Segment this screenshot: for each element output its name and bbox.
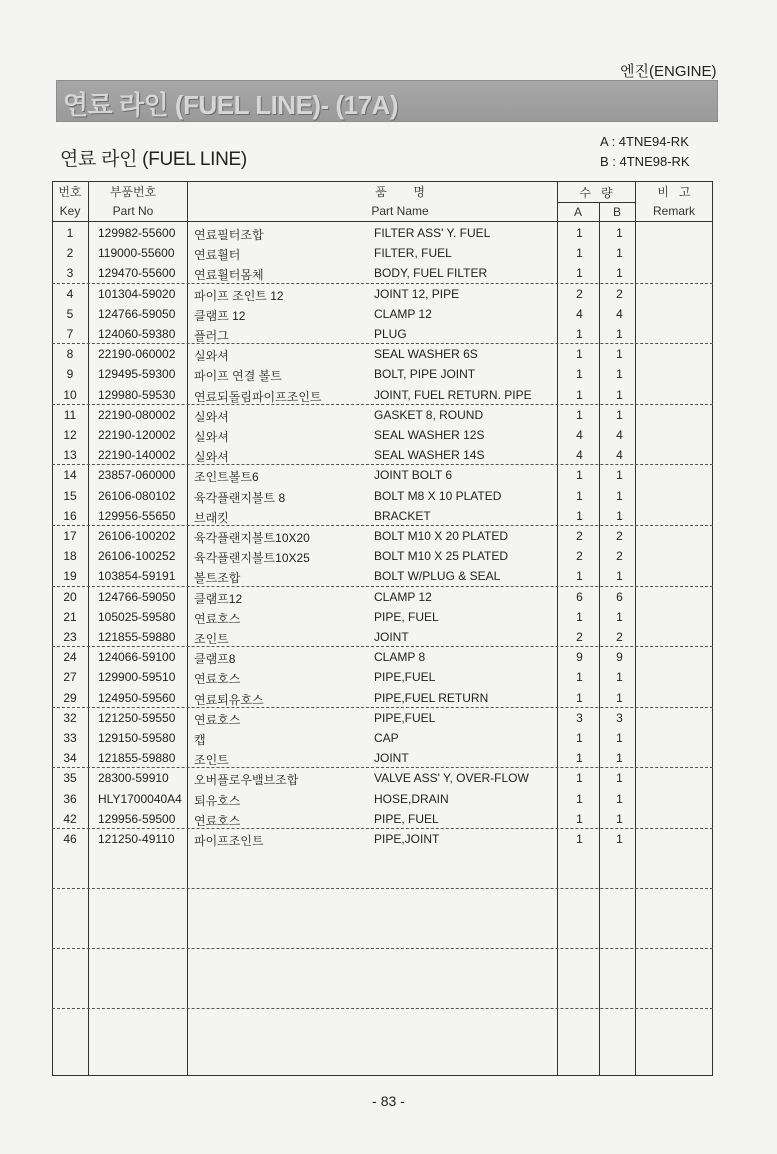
row-name-eng: BOLT M10 X 20 PLATED	[374, 529, 509, 543]
row-part-no: 22190-140002	[98, 448, 176, 463]
table-row	[52, 565, 713, 585]
row-qty-b: 4	[616, 306, 623, 321]
model-a: A : 4TNE94-RK	[600, 134, 689, 149]
row-key: 7	[66, 327, 74, 341]
row-part-no: 22190-120002	[98, 428, 176, 442]
row-qty-a: 1	[576, 609, 583, 624]
row-part-no: 26106-100252	[98, 549, 176, 564]
table-row	[52, 808, 713, 828]
row-part-no: 22190-080002	[98, 407, 176, 422]
row-name-kor: 파이프조인트	[194, 834, 264, 848]
row-name-eng: CLAMP 8	[374, 650, 426, 665]
row-qty-a: 4	[576, 306, 583, 321]
row-name-kor: 클램프 12	[194, 308, 246, 323]
table-row	[52, 727, 713, 747]
row-qty-a: 4	[576, 428, 583, 442]
row-qty-a: 1	[576, 751, 583, 766]
row-name-kor: 연료호스	[194, 813, 241, 828]
table-row	[52, 606, 713, 626]
row-name-kor: 연료호스	[194, 672, 241, 687]
row-part-no: 124766-59050	[98, 589, 176, 604]
row-qty-a: 1	[576, 407, 583, 422]
header-remark-kor: 비 고	[657, 185, 691, 199]
group-separator	[52, 888, 713, 889]
row-name-kor: 조인트볼트6	[194, 470, 259, 485]
row-qty-a: 1	[576, 367, 583, 382]
row-qty-b: 4	[616, 428, 623, 442]
row-qty-b: 1	[616, 771, 623, 786]
table-row	[52, 788, 713, 808]
table-row	[52, 525, 713, 545]
row-part-no: 121250-59550	[98, 710, 176, 725]
row-key: 14	[63, 468, 77, 483]
row-name-kor: 육각플랜지볼트 8	[194, 490, 286, 505]
table-row	[52, 384, 713, 404]
row-qty-a: 1	[576, 832, 583, 846]
row-qty-a: 2	[576, 529, 583, 543]
group-separator	[52, 1008, 713, 1009]
row-part-no: 129470-55600	[98, 266, 176, 281]
row-key: 11	[63, 407, 77, 422]
row-key: 10	[63, 387, 77, 402]
row-part-no: 103854-59191	[98, 569, 176, 584]
row-name-eng: PIPE, FUEL	[374, 609, 439, 624]
row-key: 2	[66, 246, 74, 261]
row-part-no: 129980-59530	[98, 387, 176, 402]
row-key: 1	[66, 226, 74, 240]
row-name-eng: SEAL WASHER 6S	[374, 347, 478, 362]
table-row	[52, 646, 713, 666]
row-qty-a: 1	[576, 387, 583, 402]
row-key: 8	[66, 347, 74, 362]
row-key: 27	[63, 670, 77, 685]
row-name-eng: PIPE, FUEL	[374, 811, 439, 826]
row-name-kor: 연료되돌림파이프조인트	[194, 389, 322, 404]
section-label: 엔진(ENGINE)	[620, 63, 717, 80]
header-remark-eng: Remark	[652, 204, 695, 218]
row-name-eng: PIPE,FUEL	[374, 670, 436, 685]
row-qty-a: 1	[576, 731, 583, 745]
row-key: 3	[66, 266, 74, 281]
row-qty-a: 1	[576, 569, 583, 584]
table-row	[52, 283, 713, 303]
row-key: 46	[63, 832, 77, 846]
row-name-kor: 실와셔	[194, 409, 229, 424]
row-name-eng: HOSE,DRAIN	[374, 791, 449, 806]
row-qty-a: 4	[576, 448, 583, 463]
row-qty-b: 4	[616, 448, 623, 463]
row-part-no: 28300-59910	[98, 771, 169, 786]
row-qty-a: 1	[576, 488, 583, 503]
model-list	[600, 132, 690, 172]
row-part-no: 124066-59100	[98, 650, 176, 665]
model-b: B : 4TNE98-RK	[600, 154, 690, 169]
table-row	[52, 404, 713, 424]
row-qty-a: 1	[576, 811, 583, 826]
row-name-kor: 연료휠터	[194, 248, 241, 263]
table-row	[52, 666, 713, 686]
row-name-eng: JOINT	[374, 630, 409, 644]
row-qty-a: 2	[576, 286, 583, 301]
title-banner	[56, 80, 718, 122]
table-row	[52, 242, 713, 262]
row-qty-b: 2	[616, 630, 623, 644]
table-row	[52, 343, 713, 363]
row-part-no: 124950-59560	[98, 690, 176, 705]
row-qty-a: 1	[576, 246, 583, 261]
row-qty-b: 1	[616, 751, 623, 766]
row-part-no: 129150-59580	[98, 731, 176, 745]
row-key: 21	[63, 609, 77, 624]
table-row	[52, 586, 713, 606]
header-qty-kor: 수 량	[579, 186, 613, 200]
row-part-no: 22190-060002	[98, 347, 176, 362]
row-qty-b: 1	[616, 468, 623, 483]
row-key: 23	[63, 630, 77, 644]
row-name-eng: BODY, FUEL FILTER	[374, 266, 488, 281]
table-row	[52, 545, 713, 565]
row-qty-a: 9	[576, 650, 583, 665]
row-qty-b: 1	[616, 347, 623, 362]
header-name-kor: 품 명	[375, 185, 425, 199]
row-qty-a: 6	[576, 589, 583, 604]
row-qty-b: 1	[616, 407, 623, 422]
row-name-kor: 육각플랜지볼트10X25	[194, 551, 310, 566]
row-part-no: 105025-59580	[98, 609, 176, 624]
header-qty-a: A	[573, 205, 582, 219]
row-name-kor: 육각플랜지볼트10X20	[194, 531, 310, 545]
row-qty-b: 1	[616, 731, 623, 745]
row-qty-b: 1	[616, 690, 623, 705]
row-qty-a: 1	[576, 771, 583, 786]
row-key: 5	[66, 306, 74, 321]
row-name-eng: JOINT BOLT 6	[374, 468, 453, 483]
row-key: 35	[63, 771, 77, 786]
row-name-eng: JOINT	[374, 751, 409, 766]
row-name-eng: PIPE,JOINT	[374, 832, 440, 846]
row-qty-b: 1	[616, 226, 623, 240]
header-key-eng: Key	[59, 204, 81, 218]
table-row	[52, 828, 713, 848]
row-qty-b: 3	[616, 710, 623, 725]
row-name-kor: 파이프 연결 볼트	[194, 369, 282, 384]
table-row	[52, 303, 713, 323]
row-part-no: 23857-060000	[98, 468, 176, 483]
row-qty-b: 2	[616, 529, 623, 543]
row-name-eng: FILTER, FUEL	[374, 246, 452, 261]
header-key-kor: 번호	[58, 185, 82, 199]
row-key: 36	[63, 791, 77, 806]
row-part-no: 121250-49110	[98, 832, 175, 846]
row-name-kor: 클램프8	[194, 652, 236, 667]
row-part-no: 121855-59880	[98, 630, 176, 644]
row-qty-a: 1	[576, 327, 583, 341]
row-name-kor: 연료필터조합	[194, 228, 264, 242]
row-name-kor: 퇴유호스	[194, 793, 241, 808]
page-subtitle: 연료 라인 (FUEL LINE)	[60, 149, 247, 170]
row-name-eng: PIPE,FUEL RETURN	[374, 690, 489, 705]
row-part-no: 129982-55600	[98, 226, 176, 240]
row-key: 18	[63, 549, 77, 564]
table-row	[52, 424, 713, 444]
row-key: 15	[63, 488, 77, 503]
row-qty-a: 1	[576, 508, 583, 523]
row-part-no: 121855-59880	[98, 751, 176, 766]
row-qty-b: 2	[616, 286, 623, 301]
row-part-no: 101304-59020	[98, 286, 176, 301]
row-name-eng: CLAMP 12	[374, 306, 432, 321]
row-name-kor: 실와셔	[194, 430, 229, 444]
row-part-no: 129956-55650	[98, 508, 176, 523]
row-name-kor: 볼트조합	[194, 571, 241, 586]
row-qty-a: 3	[576, 710, 583, 725]
row-name-eng: BRACKET	[374, 508, 431, 523]
table-row	[52, 323, 713, 343]
row-qty-b: 1	[616, 266, 623, 281]
row-name-eng: BOLT W/PLUG & SEAL	[374, 569, 501, 584]
row-qty-a: 1	[576, 670, 583, 685]
row-key: 12	[63, 428, 77, 442]
row-name-eng: PLUG	[374, 327, 407, 341]
table-row	[52, 505, 713, 525]
row-part-no: 124060-59380	[98, 327, 176, 341]
row-key: 13	[63, 448, 77, 463]
row-name-eng: VALVE ASS' Y, OVER-FLOW	[374, 771, 529, 786]
row-name-kor: 조인트	[194, 753, 229, 768]
row-qty-b: 6	[616, 589, 623, 604]
row-name-eng: GASKET 8, ROUND	[374, 407, 484, 422]
banner-title: 연료 라인 (FUEL LINE)- (17A)	[63, 90, 398, 120]
row-part-no: 26106-100202	[98, 529, 176, 543]
row-name-kor: 연료호스	[194, 712, 241, 727]
row-qty-b: 1	[616, 670, 623, 685]
row-name-eng: SEAL WASHER 14S	[374, 448, 485, 463]
row-qty-b: 1	[616, 791, 623, 806]
row-part-no: 129495-59300	[98, 367, 176, 382]
row-name-kor: 파이프 조인트 12	[194, 288, 284, 303]
row-qty-b: 1	[616, 246, 623, 261]
table-row	[52, 262, 713, 282]
row-name-kor: 연료휠터몸체	[194, 268, 264, 283]
row-name-kor: 실와셔	[194, 349, 229, 364]
row-name-eng: CAP	[374, 731, 399, 745]
row-name-eng: SEAL WASHER 12S	[374, 428, 485, 442]
row-name-eng: FILTER ASS' Y. FUEL	[374, 226, 491, 240]
table-row	[52, 626, 713, 646]
header-qty-b: B	[612, 205, 621, 219]
row-key: 42	[63, 811, 77, 826]
row-part-no: 129900-59510	[98, 670, 176, 685]
header-name-eng: Part Name	[371, 204, 429, 218]
group-separator	[52, 948, 713, 949]
row-name-kor: 조인트	[194, 632, 229, 646]
row-qty-a: 1	[576, 690, 583, 705]
row-key: 32	[63, 710, 77, 725]
row-key: 19	[63, 569, 77, 584]
row-name-eng: PIPE,FUEL	[374, 710, 436, 725]
row-qty-b: 1	[616, 569, 623, 584]
row-part-no: 124766-59050	[98, 306, 176, 321]
row-key: 17	[63, 529, 77, 543]
table-row	[52, 464, 713, 484]
table-row	[52, 222, 713, 242]
row-qty-b: 1	[616, 811, 623, 826]
row-key: 9	[66, 367, 74, 382]
row-key: 20	[63, 589, 77, 604]
row-qty-b: 1	[616, 508, 623, 523]
row-part-no: 119000-55600	[98, 246, 175, 261]
row-qty-b: 1	[616, 488, 623, 503]
row-qty-b: 1	[616, 367, 623, 382]
row-name-kor: 연료퇴유호스	[194, 692, 264, 707]
table-row	[52, 767, 713, 787]
row-name-kor: 연료호스	[194, 611, 241, 626]
row-qty-a: 2	[576, 549, 583, 564]
row-qty-a: 1	[576, 266, 583, 281]
row-name-kor: 브래킷	[194, 510, 229, 525]
table-row	[52, 363, 713, 383]
table-row	[52, 444, 713, 464]
row-qty-a: 2	[576, 630, 583, 644]
row-name-eng: BOLT M8 X 10 PLATED	[374, 488, 502, 503]
row-key: 16	[63, 508, 77, 523]
row-key: 29	[63, 690, 77, 705]
row-qty-b: 1	[616, 832, 623, 846]
row-name-kor: 플러그	[194, 329, 229, 343]
row-qty-b: 9	[616, 650, 623, 665]
row-part-no: HLY1700040A4	[98, 791, 182, 806]
row-key: 4	[66, 286, 74, 301]
table-row	[52, 485, 713, 505]
qty-header-divider	[557, 202, 635, 203]
row-part-no: 26106-080102	[98, 488, 176, 503]
page-number: - 83 -	[372, 1093, 405, 1109]
row-qty-b: 1	[616, 327, 623, 341]
row-name-eng: JOINT, FUEL RETURN. PIPE	[374, 387, 532, 402]
row-name-kor: 실와셔	[194, 450, 229, 465]
row-qty-a: 1	[576, 468, 583, 483]
row-qty-a: 1	[576, 226, 583, 240]
row-qty-b: 2	[616, 549, 623, 564]
row-name-kor: 캡	[194, 733, 206, 747]
table-row	[52, 747, 713, 767]
row-key: 34	[63, 751, 77, 766]
row-name-eng: BOLT, PIPE JOINT	[374, 367, 476, 382]
row-key: 24	[63, 650, 77, 665]
table-row	[52, 687, 713, 707]
row-qty-a: 1	[576, 347, 583, 362]
row-key: 33	[63, 731, 77, 745]
row-name-eng: JOINT 12, PIPE	[374, 286, 460, 301]
row-qty-a: 1	[576, 791, 583, 806]
row-name-kor: 오버플로우밸브조합	[194, 773, 299, 788]
row-qty-b: 1	[616, 609, 623, 624]
row-name-eng: CLAMP 12	[374, 589, 432, 604]
row-name-kor: 클램프12	[194, 591, 243, 606]
row-name-eng: BOLT M10 X 25 PLATED	[374, 549, 509, 564]
header-partno-eng: Part No	[112, 204, 154, 218]
table-row	[52, 707, 713, 727]
row-part-no: 129956-59500	[98, 811, 176, 826]
row-qty-b: 1	[616, 387, 623, 402]
header-partno-kor: 부품번호	[109, 185, 157, 199]
